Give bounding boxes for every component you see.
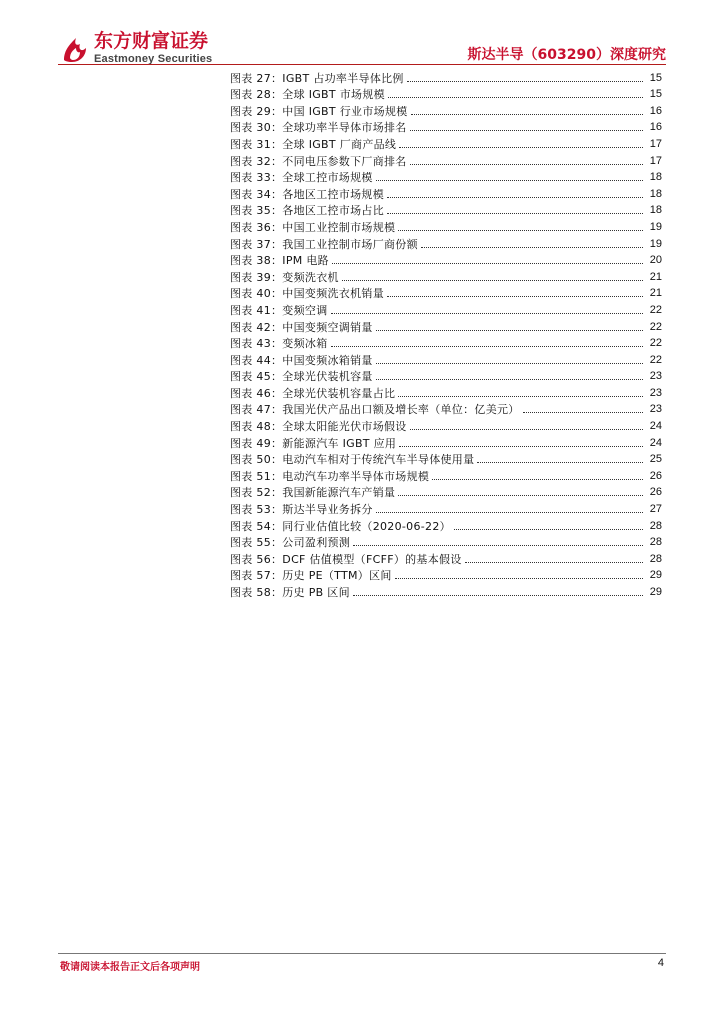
toc-entry[interactable] xyxy=(230,201,662,218)
toc-entry[interactable] xyxy=(230,267,662,284)
toc-entry-page: 24 xyxy=(649,436,662,449)
toc-entry-title: 图表 40：中国变频洗衣机销量 xyxy=(230,287,384,301)
toc-leader-dots xyxy=(410,164,643,165)
toc-leader-dots xyxy=(395,578,643,579)
toc-leader-dots xyxy=(376,180,643,181)
toc-entry[interactable] xyxy=(230,450,662,467)
toc-entry-title: 图表 31：全球 IGBT 厂商产品线 xyxy=(230,137,397,151)
toc-leader-dots xyxy=(398,230,643,231)
toc-entry-title: 图表 52：我国新能源汽车产销量 xyxy=(230,486,396,500)
toc-entry[interactable] xyxy=(230,350,662,367)
toc-leader-dots xyxy=(398,495,643,496)
toc-entry-page: 21 xyxy=(649,270,662,283)
toc-leader-dots xyxy=(399,147,643,148)
toc-entry-title: 图表 29：中国 IGBT 行业市场规模 xyxy=(230,104,408,118)
toc-entry-title: 图表 48：全球太阳能光伏市场假设 xyxy=(230,420,407,434)
toc-entry-title: 图表 56：DCF 估值模型（FCFF）的基本假设 xyxy=(230,552,462,566)
toc-entry[interactable] xyxy=(230,68,662,85)
toc-entry[interactable] xyxy=(230,168,662,185)
toc-entry[interactable] xyxy=(230,317,662,334)
footer-disclaimer: 敬请阅读本报告正文后各项声明 xyxy=(60,962,200,973)
toc-entry-page: 17 xyxy=(649,154,662,167)
logo-text-cn: 东方财富证券 xyxy=(94,30,209,52)
toc-entry[interactable] xyxy=(230,184,662,201)
toc-entry-title: 图表 46：全球光伏装机容量占比 xyxy=(230,386,396,400)
toc-entry-page: 20 xyxy=(649,254,662,267)
page-number: 4 xyxy=(657,957,664,969)
toc-entry[interactable] xyxy=(230,400,662,417)
toc-entry-page: 26 xyxy=(649,469,662,482)
toc-entry[interactable] xyxy=(230,284,662,301)
toc-entry-title: 图表 57：历史 PE（TTM）区间 xyxy=(230,569,392,583)
toc-entry-page: 18 xyxy=(649,204,662,217)
toc-leader-dots xyxy=(376,363,643,364)
toc-entry-title: 图表 37：我国工业控制市场厂商份额 xyxy=(230,237,418,251)
toc-entry-page: 23 xyxy=(649,370,662,383)
toc-leader-dots xyxy=(332,263,643,264)
toc-leader-dots xyxy=(376,379,643,380)
toc-entry-page: 28 xyxy=(649,536,662,549)
toc-entry-page: 15 xyxy=(649,88,662,101)
toc-entry-page: 28 xyxy=(649,552,662,565)
toc-leader-dots xyxy=(376,512,643,513)
toc-entry[interactable] xyxy=(230,300,662,317)
toc-entry[interactable] xyxy=(230,549,662,566)
toc-entry[interactable] xyxy=(230,433,662,450)
toc-entry-title: 图表 55：公司盈利预测 xyxy=(230,536,351,550)
toc-entry-title: 图表 38：IPM 电路 xyxy=(230,254,329,268)
toc-entry-page: 27 xyxy=(649,503,662,516)
toc-entry-page: 28 xyxy=(649,519,662,532)
toc-entry-title: 图表 30：全球功率半导体市场排名 xyxy=(230,121,407,135)
toc-entry-page: 23 xyxy=(649,403,662,416)
toc-entry-title: 图表 33：全球工控市场规模 xyxy=(230,171,373,185)
toc-leader-dots xyxy=(331,313,644,314)
header-divider xyxy=(58,64,666,65)
toc-leader-dots xyxy=(410,130,643,131)
toc-leader-dots xyxy=(421,247,643,248)
toc-entry-page: 16 xyxy=(649,104,662,117)
toc-entry-title: 图表 36：中国工业控制市场规模 xyxy=(230,220,396,234)
toc-entry-page: 18 xyxy=(649,171,662,184)
toc-entry[interactable] xyxy=(230,334,662,351)
brand-logo xyxy=(60,32,212,65)
logo-text-en: Eastmoney Securities xyxy=(94,53,213,65)
toc-leader-dots xyxy=(376,330,643,331)
footer-divider xyxy=(58,953,666,954)
toc-entry[interactable] xyxy=(230,134,662,151)
toc-leader-dots xyxy=(407,81,643,82)
toc-entry-page: 15 xyxy=(649,71,662,84)
toc-entry[interactable] xyxy=(230,483,662,500)
toc-leader-dots xyxy=(387,213,643,214)
toc-leader-dots xyxy=(454,529,643,530)
toc-entry-title: 图表 41：变频空调 xyxy=(230,303,328,317)
toc-entry[interactable] xyxy=(230,466,662,483)
toc-entry-page: 29 xyxy=(649,586,662,598)
toc-entry-title: 图表 44：中国变频冰箱销量 xyxy=(230,353,373,367)
toc-entry[interactable] xyxy=(230,516,662,533)
toc-entry-page: 18 xyxy=(649,187,662,200)
toc-leader-dots xyxy=(387,197,643,198)
toc-entry[interactable] xyxy=(230,383,662,400)
toc-leader-dots xyxy=(398,396,643,397)
toc-leader-dots xyxy=(399,446,643,447)
toc-entry-page: 17 xyxy=(649,137,662,150)
toc-entry-title: 图表 39：变频洗衣机 xyxy=(230,270,339,284)
toc-entry-page: 24 xyxy=(649,420,662,433)
toc-leader-dots xyxy=(388,97,643,98)
toc-entry-page: 29 xyxy=(649,569,662,582)
toc-entry[interactable] xyxy=(230,234,662,251)
toc-entry[interactable] xyxy=(230,85,662,102)
toc-leader-dots xyxy=(432,479,643,480)
toc-entry-page: 21 xyxy=(649,287,662,300)
toc-entry-title: 图表 45：全球光伏装机容量 xyxy=(230,370,373,384)
toc-entry[interactable] xyxy=(230,101,662,118)
toc-entry[interactable] xyxy=(230,251,662,268)
toc-entry[interactable] xyxy=(230,118,662,135)
toc-entry-title: 图表 43：变频冰箱 xyxy=(230,337,328,351)
toc-entry[interactable] xyxy=(230,533,662,550)
toc-leader-dots xyxy=(465,562,643,563)
toc-entry-title: 图表 51：电动汽车功率半导体市场规模 xyxy=(230,469,430,483)
toc-entry-page: 22 xyxy=(649,303,662,316)
toc-entry-page: 22 xyxy=(649,337,662,350)
toc-entry-title: 图表 58：历史 PB 区间 xyxy=(230,586,350,599)
toc-entry-title: 图表 34：各地区工控市场规模 xyxy=(230,187,384,201)
toc-entry[interactable] xyxy=(230,151,662,168)
document-title: 斯达半导（603290）深度研究 xyxy=(467,47,666,63)
eastmoney-flame-logo-icon xyxy=(60,34,90,64)
toc-leader-dots xyxy=(477,462,643,463)
toc-entry[interactable] xyxy=(230,217,662,234)
toc-leader-dots xyxy=(342,280,643,281)
toc-entry-title: 图表 47：我国光伏产品出口额及增长率（单位：亿美元） xyxy=(230,403,520,417)
figure-index-list xyxy=(230,68,662,599)
toc-leader-dots xyxy=(411,114,643,115)
toc-entry-title: 图表 42：中国变频空调销量 xyxy=(230,320,373,334)
toc-entry[interactable] xyxy=(230,416,662,433)
toc-entry[interactable] xyxy=(230,566,662,583)
toc-entry-page: 22 xyxy=(649,353,662,366)
toc-entry-page: 23 xyxy=(649,386,662,399)
toc-leader-dots xyxy=(353,595,643,596)
toc-entry-page: 25 xyxy=(649,453,662,466)
toc-entry-page: 26 xyxy=(649,486,662,499)
toc-entry-title: 图表 27：IGBT 占功率半导体比例 xyxy=(230,71,404,85)
toc-entry-page: 19 xyxy=(649,237,662,250)
toc-leader-dots xyxy=(331,346,644,347)
toc-entry-page: 22 xyxy=(649,320,662,333)
toc-entry[interactable] xyxy=(230,367,662,384)
toc-leader-dots xyxy=(387,296,643,297)
toc-entry-title: 图表 54：同行业估值比较（2020-06-22） xyxy=(230,519,451,533)
toc-entry-title: 图表 50：电动汽车相对于传统汽车半导体使用量 xyxy=(230,453,475,467)
toc-entry[interactable] xyxy=(230,499,662,516)
toc-entry-page: 16 xyxy=(649,121,662,134)
toc-leader-dots xyxy=(410,429,643,430)
toc-entry-title: 图表 35：各地区工控市场占比 xyxy=(230,204,384,218)
toc-entry[interactable] xyxy=(230,582,662,599)
toc-entry-title: 图表 49：新能源汽车 IGBT 应用 xyxy=(230,436,397,450)
toc-leader-dots xyxy=(353,545,643,546)
toc-entry-page: 19 xyxy=(649,220,662,233)
toc-leader-dots xyxy=(523,412,643,413)
toc-entry-title: 图表 32：不同电压参数下厂商排名 xyxy=(230,154,407,168)
toc-entry-title: 图表 53：斯达半导业务拆分 xyxy=(230,503,373,517)
toc-entry-title: 图表 28：全球 IGBT 市场规模 xyxy=(230,88,385,102)
